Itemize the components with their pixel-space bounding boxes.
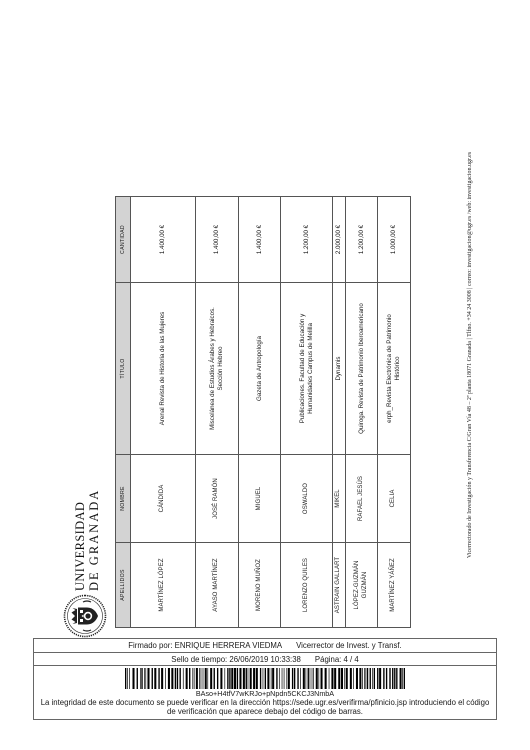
barcode-bar (377, 668, 378, 689)
cell-nombre: OSWALDO (281, 455, 333, 543)
cell-apellidos: LÓPEZ-GUZMÁN GUZMÁN (346, 543, 378, 628)
cell-nombre: JOSÉ RAMÓN (196, 455, 239, 543)
barcode-bar (165, 668, 166, 689)
barcode-bar (321, 668, 323, 689)
header-cantidad: CANTIDAD (116, 197, 131, 283)
signer-role-text: Vicerrector de Invest. y Transf. (296, 641, 402, 650)
cell-apellidos: LORENZO QUILES (281, 543, 333, 628)
barcode-bar (271, 668, 272, 689)
cell-cantidad: 1.200,00 € (346, 197, 378, 283)
page-number-text: Página: 4 / 4 (314, 654, 359, 664)
university-name-line2: DE GRANADA (87, 488, 101, 591)
barcode-bar (161, 668, 163, 689)
barcode-bar (224, 668, 225, 689)
barcode-bar (201, 668, 202, 689)
barcode-bar (239, 668, 241, 689)
cell-apellidos: MORENO MUÑOZ (239, 543, 281, 628)
signed-by-text: Firmado por: ENRIQUE HERRERA VIEDMA (128, 641, 283, 650)
verification-code: BAso+H4tfV7wKRJo+pNpdn5CKCJ3NmbA (195, 689, 335, 698)
barcode-bar (158, 668, 159, 689)
barcode-bar (263, 668, 264, 689)
barcode-bar (220, 668, 222, 689)
header-nombre: NOMBRE (116, 455, 131, 543)
barcode-bar (306, 668, 307, 689)
barcode-bar (402, 668, 403, 689)
barcode-bar (318, 668, 319, 689)
barcode-bar (227, 668, 228, 689)
barcode-bar (127, 668, 128, 689)
barcode (125, 668, 405, 689)
barcode-bar (214, 668, 215, 689)
barcode-bar (144, 668, 145, 689)
barcode-bar (329, 668, 330, 689)
barcode-bar (279, 668, 280, 689)
barcode-bar (125, 668, 126, 689)
barcode-bar (192, 668, 193, 689)
barcode-bar (367, 668, 368, 689)
cell-nombre: MIKEL (333, 455, 346, 543)
signature-footer (33, 638, 497, 720)
barcode-bar (199, 668, 200, 689)
cell-titulo: Arenal Revista de Historia de las Mujeres (131, 283, 196, 455)
cell-cantidad: 1.200,00 € (281, 197, 333, 283)
barcode-bar (237, 668, 238, 689)
barcode-bar (194, 668, 195, 689)
barcode-bar (171, 668, 173, 689)
barcode-bar (362, 668, 363, 689)
cell-titulo: Miscelánea de Estudios Árabes y Hebraicos. Sección Hebreo (196, 283, 239, 455)
barcode-bar (183, 668, 184, 689)
barcode-bar (292, 668, 293, 689)
grants-table (115, 197, 410, 628)
barcode-bar (379, 668, 381, 689)
barcode-bar (210, 668, 212, 689)
barcode-bar (400, 668, 402, 689)
barcode-bar (300, 668, 301, 689)
cell-cantidad: 1.000,00 € (378, 197, 411, 283)
barcode-bar (303, 668, 305, 689)
table-row (131, 197, 196, 628)
cell-nombre: CELIA (378, 455, 411, 543)
barcode-bar (394, 668, 395, 689)
barcode-bar (310, 668, 311, 689)
barcode-bar (288, 668, 290, 689)
contact-address-text: Vicerrectorado de Investigación y Transferencia C/Gran Vía 48 – 2ª planta 18071 Granada | Tlfno. +34 24 3008 | correo: investigacion@ugr.es /web: investigacion.ugr.es (467, 151, 473, 559)
barcode-bar (316, 668, 318, 689)
barcode-bar (145, 668, 146, 689)
header-apellidos: APELLIDOS (116, 543, 131, 628)
barcode-bar (137, 668, 138, 689)
cell-nombre: MIGUEL (239, 455, 281, 543)
barcode-bar (297, 668, 298, 689)
barcode-bar (140, 668, 141, 689)
barcode-bar (334, 668, 336, 689)
cell-titulo: Gazeta de Antropología (239, 283, 281, 455)
barcode-bar (372, 668, 373, 689)
barcode-bar (243, 668, 245, 689)
cell-apellidos: AYASO MARTÍNEZ (196, 543, 239, 628)
barcode-bar (250, 668, 252, 689)
header-titulo: TÍTULO (116, 283, 131, 455)
barcode-bar (338, 668, 340, 689)
cell-titulo: Quiroga. Revista de Patrimonio Iberoamericano (346, 283, 378, 455)
barcode-bar (229, 668, 230, 689)
barcode-bar (231, 668, 233, 689)
barcode-bar (392, 668, 393, 689)
table-row (239, 197, 281, 628)
table-row (346, 197, 378, 628)
barcode-bar (404, 668, 405, 689)
cell-cantidad: 1.400,00 € (196, 197, 239, 283)
table-row (378, 197, 411, 628)
barcode-bar (370, 668, 371, 689)
barcode-bar (356, 668, 358, 689)
barcode-bar (180, 668, 181, 689)
barcode-bar (189, 668, 190, 689)
barcode-bar (152, 668, 153, 689)
cell-titulo: Publicaciones. Facultad de Educación y Humanidades Campus de Melilla (281, 283, 333, 455)
barcode-bar (284, 668, 285, 689)
barcode-bar (203, 668, 204, 689)
barcode-bar (196, 668, 198, 689)
barcode-bar (141, 668, 142, 689)
cell-titulo: erph_Revista Electrónica de Patrimonio Histórico (378, 283, 411, 455)
table-row (281, 197, 333, 628)
barcode-bar (234, 668, 236, 689)
barcode-bar (341, 668, 343, 689)
barcode-bar (396, 668, 397, 689)
cell-nombre: CÁNDIDA (131, 455, 196, 543)
barcode-bar (186, 668, 188, 689)
barcode-bar (267, 668, 269, 689)
cell-apellidos: MARTÍNEZ LÓPEZ (131, 543, 196, 628)
cell-cantidad: 1.400,00 € (131, 197, 196, 283)
barcode-bar (207, 668, 208, 689)
university-emblem-logo (63, 594, 107, 638)
university-name-line1: UNIVERSIDAD (73, 501, 87, 591)
barcode-bar (129, 668, 130, 689)
barcode-bar (386, 668, 387, 689)
barcode-bar (147, 668, 149, 689)
barcode-bar (168, 668, 170, 689)
barcode-bar (205, 668, 207, 689)
barcode-bar (294, 668, 295, 689)
verification-note-line1: La integridad de este documento se puede verificar en la dirección https://sede.ugr.es/verifirma/pfinicio.jsp introduciendo el código (40, 698, 490, 707)
barcode-bar (260, 668, 261, 689)
barcode-bar (364, 668, 365, 689)
barcode-bar (312, 668, 313, 689)
cell-cantidad: 2.000,00 € (333, 197, 346, 283)
barcode-bar (282, 668, 283, 689)
barcode-bar (344, 668, 345, 689)
barcode-bar (217, 668, 218, 689)
barcode-bar (359, 668, 361, 689)
table-header-row (116, 197, 131, 628)
barcode-bar (353, 668, 354, 689)
barcode-bar (308, 668, 309, 689)
barcode-bar (276, 668, 277, 689)
barcode-bar (331, 668, 333, 689)
barcode-bar (256, 668, 258, 689)
barcode-bar (177, 668, 178, 689)
table-row (333, 197, 346, 628)
barcode-bar (313, 668, 314, 689)
barcode-bar (374, 668, 375, 689)
table-row (196, 197, 239, 628)
verification-note (34, 698, 496, 716)
barcode-bar (350, 668, 352, 689)
barcode-bar (389, 668, 390, 689)
barcode-bar (175, 668, 176, 689)
barcode-bar (154, 668, 156, 689)
timestamp-text: Sello de tiempo: 26/06/2019 10:33:38 (171, 654, 301, 664)
barcode-bar (383, 668, 384, 689)
university-name (73, 489, 103, 591)
barcode-bar (248, 668, 249, 689)
barcode-bar (272, 668, 274, 689)
barcode-bar (246, 668, 247, 689)
barcode-bar (346, 668, 348, 689)
barcode-bar (265, 668, 266, 689)
barcode-bar (365, 668, 366, 689)
cell-nombre: RAFAEL JESÚS (346, 455, 378, 543)
timestamp-row (34, 653, 496, 666)
cell-titulo: Dynamis (333, 283, 346, 455)
barcode-bar (132, 668, 134, 689)
cell-apellidos: MARTÍNEZ YÁÑEZ (378, 543, 411, 628)
barcode-bar (286, 668, 287, 689)
barcode-bar (325, 668, 327, 689)
barcode-bar (253, 668, 255, 689)
verification-note-line2: de verificación que aparece debajo del código de barras. (167, 707, 363, 716)
signature-row (34, 639, 496, 653)
cell-apellidos: ASTRAIN GALLART (333, 543, 346, 628)
cell-cantidad: 1.400,00 € (239, 197, 281, 283)
